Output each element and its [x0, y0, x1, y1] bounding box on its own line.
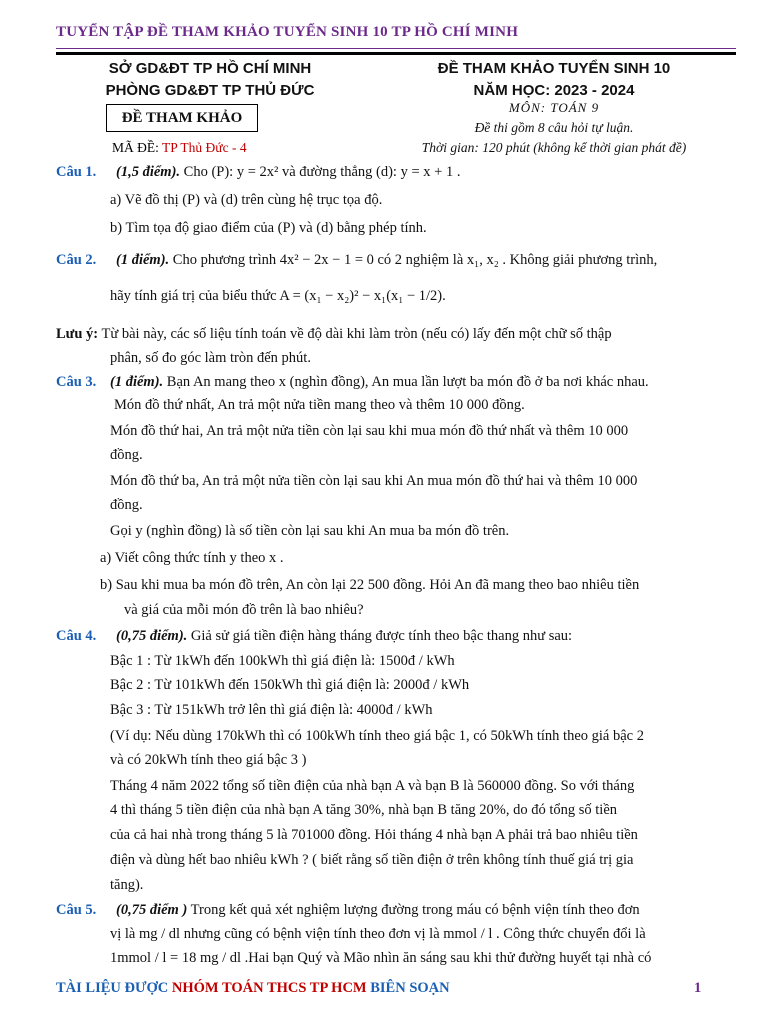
exam-code-value: TP Thủ Đức - 4 [162, 140, 247, 155]
q3-line-7: Gọi y (nghìn đồng) là số tiền còn lại sau khi An mua ba món đồ trên. [110, 523, 510, 539]
footer-credit [56, 980, 450, 997]
q2-text-1: Cho phương trình 4x² − 2x − 1 = 0 có 2 nghiệm là x₁, x₂ . Không giải phương trình, [172, 252, 658, 268]
q1-points: (1,5 điểm). [116, 164, 181, 180]
q4-example-1: (Ví dụ: Nếu dùng 170kWh thì có 100kWh tính theo giá bậc 1, có 50kWh tính theo giá bậc 2 [110, 728, 644, 744]
q3-line-5: Món đồ thứ ba, An trả một nửa tiền còn lại sau khi An mua món đồ thứ hai và thêm 10 000 [110, 473, 638, 489]
exam-info-1: Đề thi gồm 8 câu hỏi tự luận. [474, 120, 634, 135]
q4-line-10: điện và dùng hết bao nhiêu kWh ? ( biết rằng số tiền điện ở trên không tính thuế giá trị gia [110, 852, 634, 868]
q5-points: (0,75 điểm ) [116, 902, 188, 918]
subject: MÔN: TOÁN 9 [508, 100, 600, 115]
footer-part-1: TÀI LIỆU ĐƯỢC [56, 980, 169, 996]
q4-tier-3: Bậc 3 : Từ 151kWh trở lên thì giá điện là: 4000đ / kWh [110, 702, 433, 718]
header-rule-thick [56, 52, 736, 55]
exam-type-box: ĐỀ THAM KHẢO [106, 104, 258, 132]
exam-title: ĐỀ THAM KHẢO TUYỂN SINH 10 [437, 60, 671, 77]
q1-text: Cho (P): y = 2x² và đường thẳng (d): y = x + 1 . [183, 164, 461, 180]
q4-example-2: và có 20kWh tính theo giá bậc 3 ) [110, 752, 307, 768]
note-line-2: phân, số đo góc làm tròn đến phút. [110, 350, 311, 366]
q4-label: Câu 4. [56, 628, 97, 644]
q5-label: Câu 5. [56, 902, 97, 918]
footer-part-3: BIÊN SOẠN [370, 980, 450, 996]
q4-tier-1: Bậc 1 : Từ 1kWh đến 100kWh thì giá điện là: 1500đ / kWh [110, 653, 455, 669]
note-label: Lưu ý: [56, 326, 99, 342]
q4-line-9: của cả hai nhà trong tháng 5 là 701000 đồng. Hỏi tháng 4 nhà bạn A phải trả bao nhiêu tiền [110, 827, 638, 843]
q3-part-b-2: và giá của mỗi món đồ trên là bao nhiêu? [124, 602, 364, 618]
q5-line-2: vị là mg / dl nhưng cũng có bệnh viện tính theo đơn vị là mmol / l . Công thức chuyển đổi là [110, 926, 646, 942]
q1-label: Câu 1. [56, 164, 97, 180]
q3-line-6: đồng. [110, 497, 143, 513]
q3-points: (1 điểm). [110, 374, 164, 390]
q1-part-a: a) Vẽ đồ thị (P) và (d) trên cùng hệ trục tọa độ. [110, 192, 383, 208]
q3-line-2: Món đồ thứ nhất, An trả một nửa tiền mang theo và thêm 10 000 đồng. [114, 397, 525, 413]
issuer-block [60, 58, 360, 102]
q4-line-7: Tháng 4 năm 2022 tổng số tiền điện của nhà bạn A và bạn B là 560000 đồng. So với tháng [110, 778, 635, 794]
q1-part-b: b) Tìm tọa độ giao điểm của (P) và (d) bằng phép tính. [110, 220, 427, 236]
note-line-1 [56, 325, 736, 343]
exam-info-2: Thời gian: 120 phút (không kể thời gian phát đề) [421, 140, 687, 155]
q3-part-b-1: b) Sau khi mua ba món đồ trên, An còn lại 22 500 đồng. Hỏi An đã mang theo bao nhiêu tiền [100, 577, 640, 593]
issuer-line-2: PHÒNG GD&ĐT TP THỦ ĐỨC [105, 82, 315, 99]
q3-line-4: đồng. [110, 447, 143, 463]
q2-line-1 [116, 251, 736, 269]
q2-points: (1 điểm). [116, 252, 170, 268]
q4-line-8: 4 thì tháng 5 tiền điện của nhà bạn A tăng 30%, nhà bạn B tăng 20%, do đó tổng số tiền [110, 802, 618, 818]
q3-text-1: Bạn An mang theo x (nghìn đồng), An mua lần lượt ba món đồ ở ba nơi khác nhau. [166, 374, 649, 390]
q3-line-1 [110, 373, 740, 391]
q5-text-1: Trong kết quả xét nghiệm lượng đường trong máu có bệnh viện tính theo đơn [190, 902, 640, 918]
school-year: NĂM HỌC: 2023 - 2024 [473, 82, 635, 99]
q1-intro [116, 163, 736, 181]
issuer-line-1: SỞ GD&ĐT TP HỒ CHÍ MINH [108, 60, 312, 77]
q3-line-3: Món đồ thứ hai, An trả một nửa tiền còn lại sau khi mua món đồ thứ nhất và thêm 10 000 [110, 423, 629, 439]
exam-code [112, 140, 247, 156]
q4-tier-2: Bậc 2 : Từ 101kWh đến 150kWh thì giá điện là: 2000đ / kWh [110, 677, 470, 693]
q2-line-2: hãy tính giá trị của biểu thức A = (x₁ − x₂)² − x₁(x₁ − 1/2). [110, 288, 446, 304]
series-title: TUYỂN TẬP ĐỀ THAM KHẢO TUYỂN SINH 10 TP HỒ CHÍ MINH [56, 24, 519, 40]
q5-line-1 [116, 901, 736, 919]
q3-label: Câu 3. [56, 374, 97, 390]
q4-points: (0,75 điểm). [116, 628, 188, 644]
q4-line-1 [116, 627, 736, 645]
q4-line-11: tăng). [110, 877, 144, 893]
exam-title-block [372, 58, 736, 102]
footer-part-2: NHÓM TOÁN THCS TP HCM [171, 980, 367, 996]
q5-line-3: 1mmol / l = 18 mg / dl .Hai bạn Quý và Mão nhìn ăn sáng sau khi thử đường huyết tại nhà có [110, 950, 652, 966]
q3-part-a: a) Viết công thức tính y theo x . [100, 550, 284, 566]
q2-label: Câu 2. [56, 252, 97, 268]
q4-text-1: Giả sử giá tiền điện hàng tháng được tính theo bậc thang như sau: [190, 628, 573, 644]
page-number: 1 [694, 980, 702, 996]
exam-code-label: MÃ ĐỀ: [112, 140, 159, 155]
note-text-1: Từ bài này, các số liệu tính toán về độ dài khi làm tròn (nếu có) lấy đến một chữ số thập [101, 326, 612, 342]
header-rule-thin [56, 48, 736, 49]
